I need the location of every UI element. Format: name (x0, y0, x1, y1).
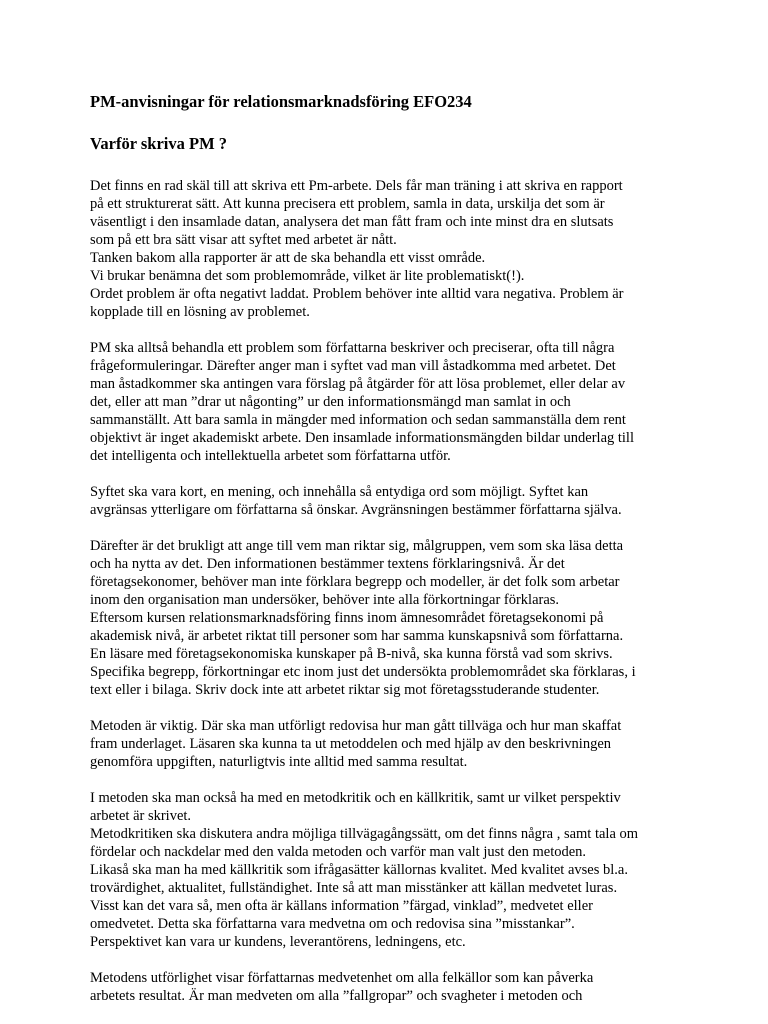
text-line: avgränsas ytterligare om författarna så önskar. Avgränsningen bestämmer författarna själva. (90, 502, 622, 518)
text-line: kopplade till en lösning av problemet. (90, 304, 310, 320)
text-line: Tanken bakom alla rapporter är att de ska behandla ett visst område. (90, 250, 486, 266)
paragraph-4 (90, 537, 690, 699)
text-line: arbetets resultat. Är man medveten om alla ”fallgropar” och svagheter i metoden och (90, 988, 583, 1004)
document-title: PM-anvisningar för relationsmarknadsföring EFO234 (90, 92, 472, 111)
paragraph-7 (90, 969, 690, 1005)
text-line: Syftet ska vara kort, en mening, och innehålla så entydiga ord som möjligt. Syftet kan (90, 484, 589, 500)
text-line: fram underlaget. Läsaren ska kunna ta ut metoddelen och med hjälp av den beskrivningen (90, 736, 612, 752)
text-line: Visst kan det vara så, men ofta är källans information ”färgad, vinklad”, medvetet eller (90, 898, 593, 914)
text-line: akademisk nivå, är arbetet riktat till personer som har samma kunskapsnivå som författarna. (90, 628, 624, 644)
body-text (90, 177, 690, 1023)
section-heading: Varför skriva PM ? (90, 134, 228, 153)
text-line: väsentligt i den insamlade datan, analysera det man fått fram och inte minst dra en slutsats (90, 214, 614, 230)
text-line: och ha nytta av det. Den informationen bestämmer textens förklaringsnivå. Är det (90, 556, 565, 572)
paragraph-2 (90, 339, 690, 465)
text-line: PM ska alltså behandla ett problem som författarna beskriver och preciserar, ofta till några (90, 340, 615, 356)
text-line: det, eller att man ”drar ut någonting” ur den informationsmängd man samlat in och (90, 394, 571, 410)
text-line: företagsekonomer, behöver man inte förklara begrepp och modeller, är det folk som arbetar (90, 574, 620, 590)
text-line: som på ett bra sätt visar att syftet med arbetet är nått. (90, 232, 397, 248)
text-line: genomföra uppgiften, naturligtvis inte alltid med samma resultat. (90, 754, 468, 770)
text-line: objektivt är inget akademiskt arbete. Den insamlade informationsmängden bildar underlag till (90, 430, 634, 446)
text-line: på ett strukturerat sätt. Att kunna precisera ett problem, samla in data, urskilja det som är (90, 196, 605, 212)
text-line: fördelar och nackdelar med den valda metoden och varför man valt just den metoden. (90, 844, 587, 860)
text-line: sammanställt. Att bara samla in mängder med information och sedan sammanställa dem rent (90, 412, 626, 428)
text-line: Metoden är viktig. Där ska man utförligt redovisa hur man gått tillväga och hur man skaffat (90, 718, 622, 734)
paragraph-6 (90, 789, 690, 951)
text-line: Vi brukar benämna det som problemområde, vilket är lite problematiskt(!). (90, 268, 525, 284)
text-line: frågeformuleringar. Därefter anger man i syftet vad man vill åstadkomma med arbetet. Det (90, 358, 616, 374)
text-line: text eller i bilaga. Skriv dock inte att arbetet riktar sig mot företagsstuderande studenter. (90, 682, 600, 698)
text-line: Perspektivet kan vara ur kundens, leverantörens, ledningens, etc. (90, 934, 466, 950)
text-line: Likaså ska man ha med källkritik som ifrågasätter källornas kvalitet. Med kvalitet avses bl.a. (90, 862, 628, 878)
text-line: inom den organisation man undersöker, behöver inte alla förkortningar förklaras. (90, 592, 560, 608)
text-line: omedvetet. Detta ska författarna vara medvetna om och redovisa sina ”misstankar”. (90, 916, 575, 932)
text-line: arbetet är skrivet. (90, 808, 192, 824)
text-line: Metodens utförlighet visar författarnas medvetenhet om alla felkällor som kan påverka (90, 970, 594, 986)
text-line: Det finns en rad skäl till att skriva ett Pm-arbete. Dels får man träning i att skriva en rapport (90, 178, 623, 194)
text-line: En läsare med företagsekonomiska kunskaper på B-nivå, ska kunna förstå vad som skrivs. (90, 646, 613, 662)
text-line: I metoden ska man också ha med en metodkritik och en källkritik, samt ur vilket perspektiv (90, 790, 621, 806)
text-line: Metodkritiken ska diskutera andra möjliga tillvägagångssätt, om det finns några , samt tala om (90, 826, 639, 842)
paragraph-1 (90, 177, 690, 321)
text-line: trovärdighet, aktualitet, fullständighet. Inte så att man misstänker att källan medvetet luras. (90, 880, 618, 896)
text-line: Specifika begrepp, förkortningar etc inom just det undersökta problemområdet ska förklaras, i (90, 664, 636, 680)
paragraph-3 (90, 483, 690, 519)
text-line: Därefter är det brukligt att ange till vem man riktar sig, målgruppen, vem som ska läsa detta (90, 538, 624, 554)
text-line: man åstadkommer ska antingen vara förslag på åtgärder för att lösa problemet, eller delar av (90, 376, 626, 392)
text-line: Eftersom kursen relationsmarknadsföring finns inom ämnesområdet företagsekonomi på (90, 610, 604, 626)
text-line: det intelligenta och intellektuella arbetet som författarna utför. (90, 448, 451, 464)
text-line: Ordet problem är ofta negativt laddat. Problem behöver inte alltid vara negativa. Problem är (90, 286, 624, 302)
paragraph-5 (90, 717, 690, 771)
document-page (90, 92, 690, 1004)
